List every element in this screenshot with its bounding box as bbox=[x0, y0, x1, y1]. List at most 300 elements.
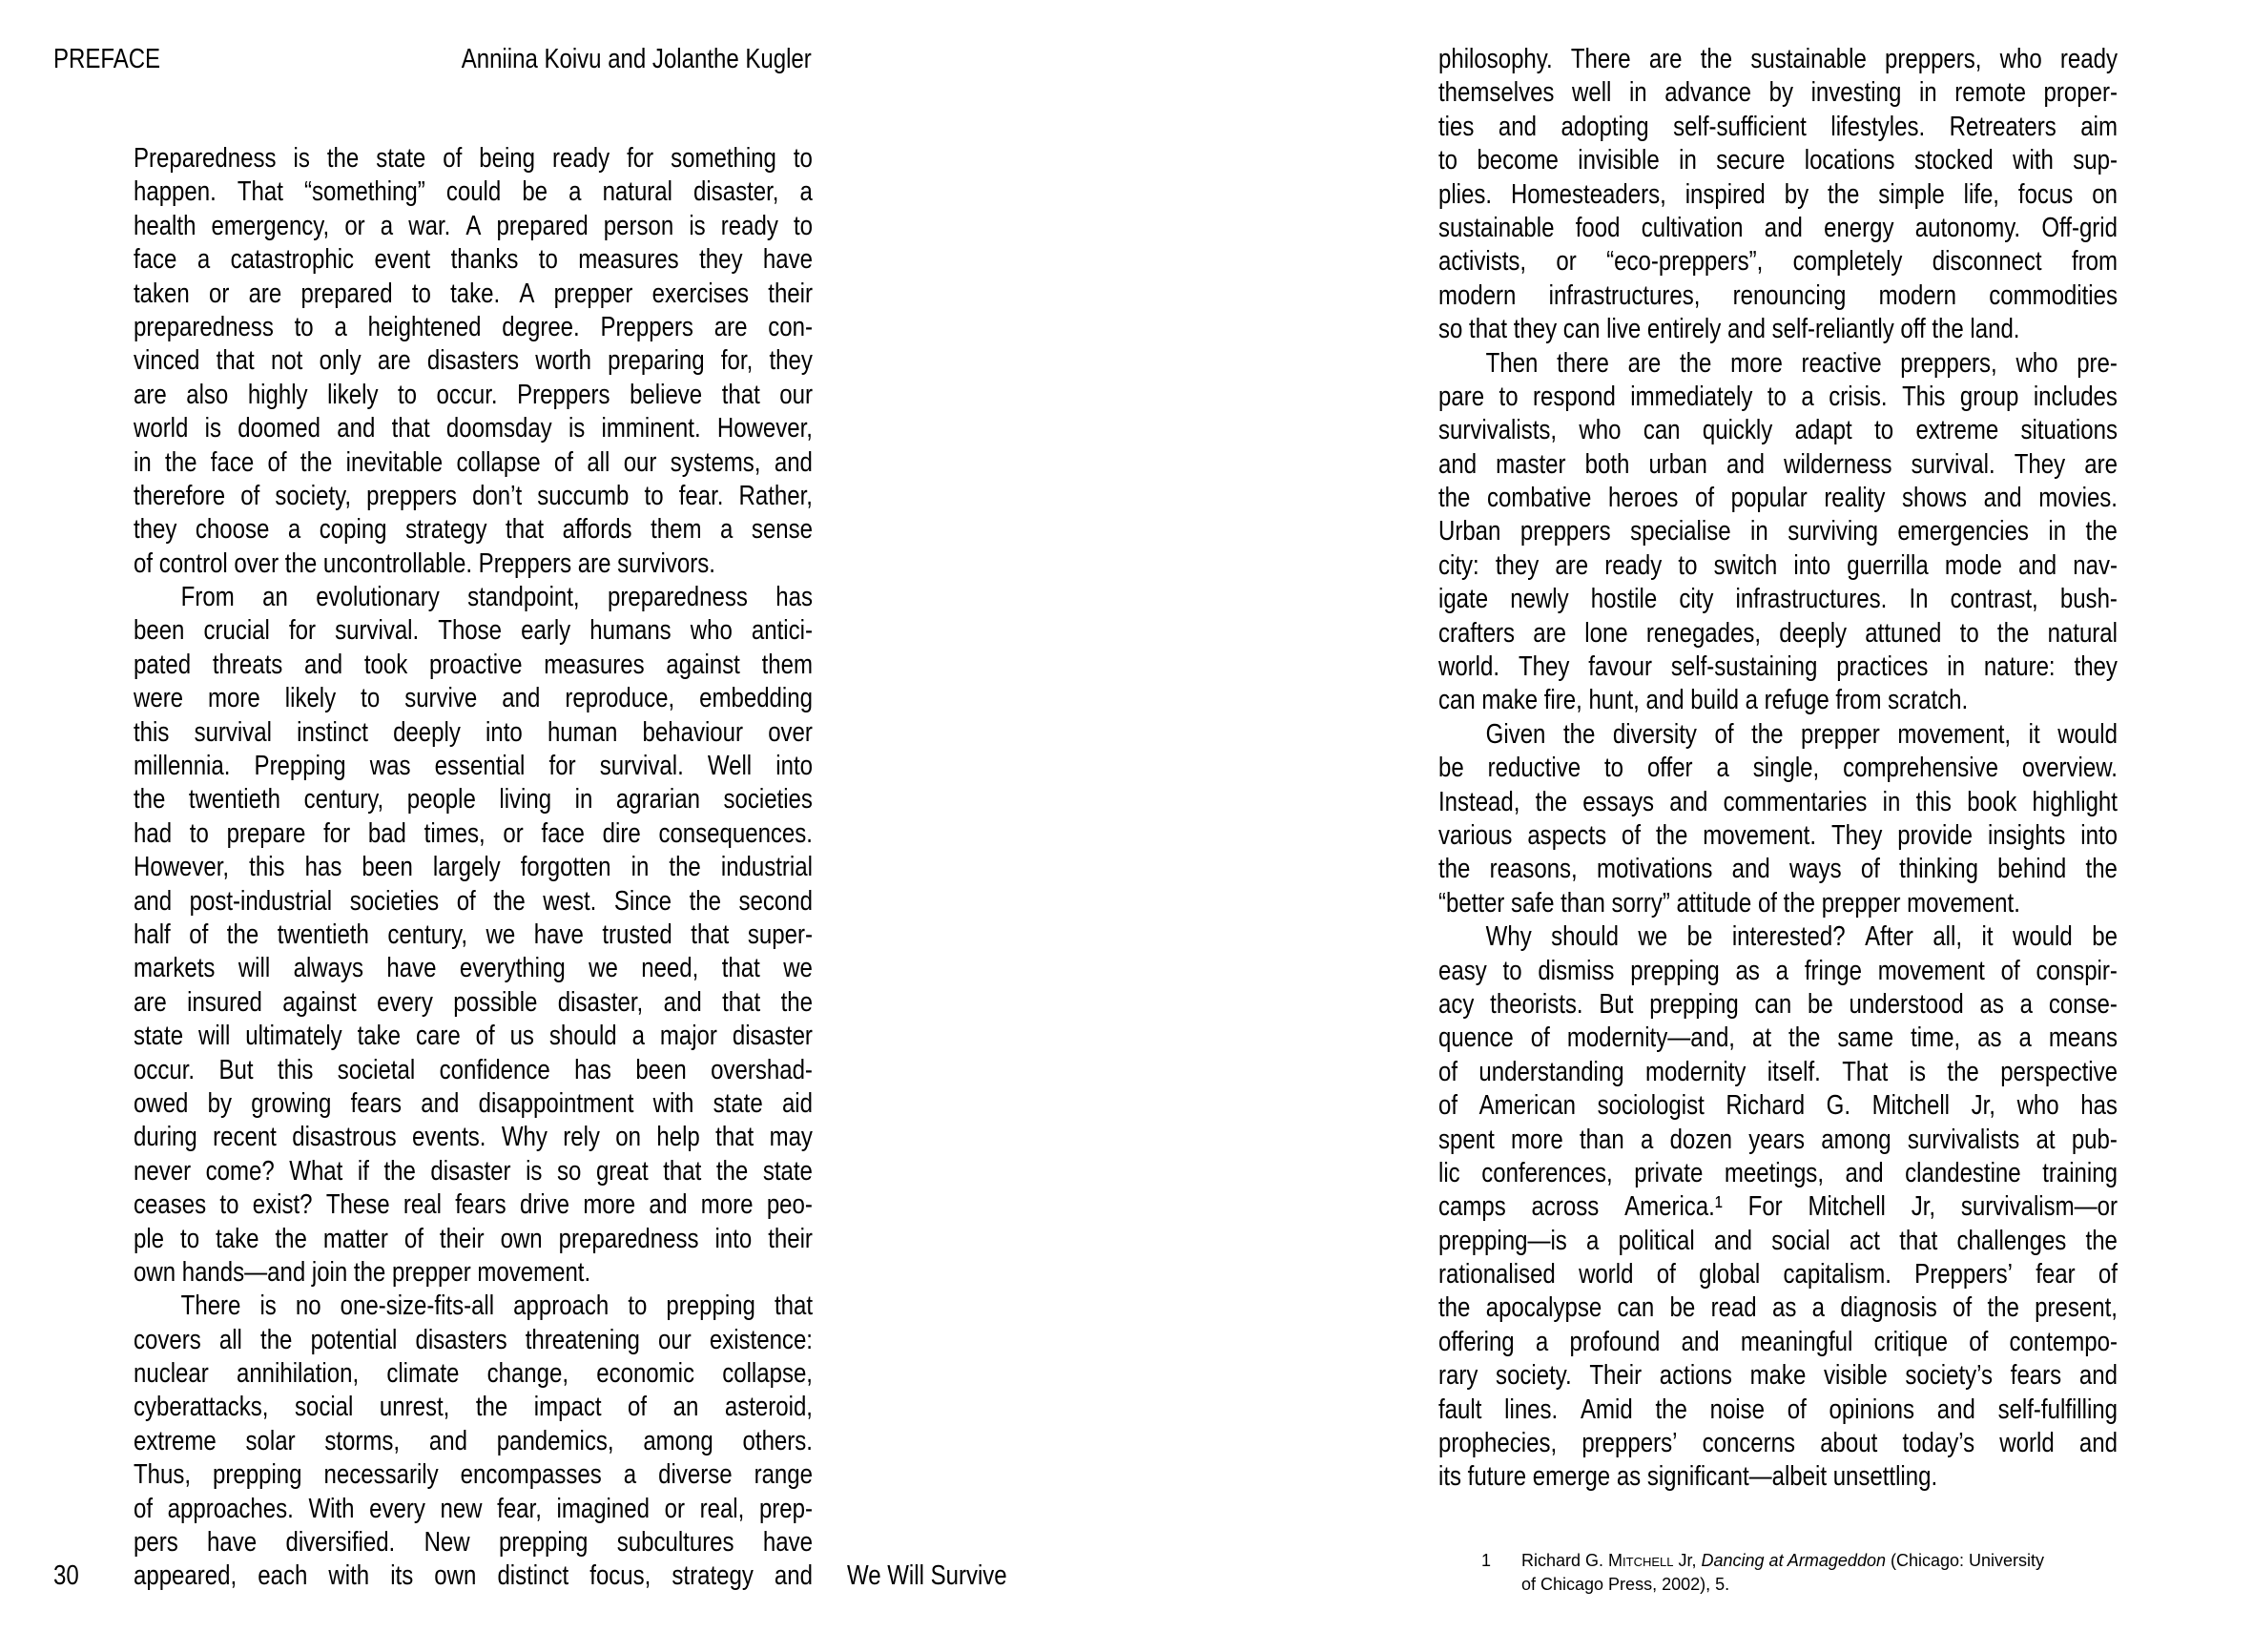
word: pandemics, bbox=[496, 1425, 614, 1456]
word: a bbox=[1586, 1225, 1600, 1256]
text-line bbox=[134, 885, 813, 919]
word: nature: bbox=[1983, 651, 2056, 683]
word: Preparedness bbox=[134, 143, 277, 174]
word: all bbox=[587, 446, 610, 478]
word: well bbox=[1572, 77, 1612, 109]
word: the bbox=[275, 1223, 307, 1254]
word: not bbox=[270, 345, 303, 377]
word: preparing bbox=[608, 345, 705, 377]
word: as bbox=[1735, 955, 1760, 986]
word: measures bbox=[544, 649, 645, 680]
text-line bbox=[134, 278, 813, 311]
text-line bbox=[134, 1188, 813, 1222]
word: the bbox=[669, 852, 701, 883]
word: it bbox=[2028, 718, 2040, 750]
word: inspired bbox=[1685, 178, 1766, 210]
word: With bbox=[308, 1493, 355, 1524]
word: autonomy. bbox=[1914, 212, 2021, 243]
word: own bbox=[434, 1560, 477, 1592]
word: and bbox=[1845, 1157, 1884, 1188]
word: would bbox=[2012, 921, 2073, 953]
word: prepping bbox=[498, 1527, 589, 1559]
word: Homesteaders, bbox=[1510, 178, 1666, 210]
word: that bbox=[663, 1155, 702, 1187]
word: However, bbox=[716, 413, 813, 444]
word: from bbox=[2071, 246, 2118, 278]
word: against bbox=[666, 649, 740, 680]
word: disasters bbox=[426, 345, 519, 377]
word: more bbox=[1510, 1124, 1563, 1155]
word: believe bbox=[630, 379, 703, 410]
word: Instead, bbox=[1438, 786, 1520, 817]
word: cyberattacks, bbox=[134, 1392, 269, 1423]
text-line bbox=[134, 783, 813, 816]
word: sustainable bbox=[1438, 212, 1555, 243]
text-line bbox=[134, 1526, 813, 1559]
word: But bbox=[218, 1054, 254, 1085]
word: pare bbox=[1438, 381, 1485, 412]
word: modernity bbox=[1645, 1056, 1747, 1087]
word: activists, bbox=[1438, 246, 1527, 278]
word: ready bbox=[1604, 549, 1663, 581]
word: lone bbox=[1584, 617, 1628, 649]
word: of bbox=[1714, 718, 1734, 750]
left-column bbox=[134, 142, 813, 1594]
text-line bbox=[1438, 988, 2118, 1022]
word: A bbox=[465, 210, 482, 241]
word: confidence bbox=[439, 1054, 550, 1085]
word: come? bbox=[205, 1155, 275, 1187]
word: care bbox=[415, 1021, 461, 1052]
word: likely bbox=[327, 379, 379, 410]
word: In bbox=[1909, 584, 1929, 615]
word: societal bbox=[337, 1054, 416, 1085]
word: face bbox=[541, 817, 585, 849]
word: make bbox=[1749, 1360, 1807, 1392]
text-line bbox=[1438, 515, 2118, 548]
word: are bbox=[2084, 448, 2118, 480]
text-line bbox=[1438, 583, 2118, 616]
word: Why bbox=[501, 1122, 548, 1153]
word: been bbox=[635, 1054, 687, 1085]
word: con- bbox=[768, 311, 813, 342]
word: to bbox=[628, 1291, 648, 1322]
text-line bbox=[1438, 1326, 2118, 1359]
text-line bbox=[134, 142, 813, 176]
word: Retreaters bbox=[1949, 111, 2057, 142]
word: among bbox=[643, 1425, 713, 1456]
word: health bbox=[134, 210, 196, 241]
footnote-text bbox=[1521, 1549, 2118, 1597]
word: potential bbox=[310, 1324, 398, 1355]
text-line: its future emerge as significant—albeit unsettling. bbox=[1438, 1461, 1938, 1493]
word: we bbox=[1638, 921, 1668, 953]
word: global bbox=[1699, 1259, 1761, 1291]
word: society’s bbox=[1905, 1360, 1994, 1392]
word: as bbox=[1977, 1022, 2002, 1054]
word: by bbox=[1784, 178, 1809, 210]
word: challenges bbox=[1956, 1225, 2067, 1256]
word: theorists. bbox=[1490, 988, 1583, 1020]
word: state bbox=[376, 143, 426, 174]
word: trusted bbox=[602, 919, 672, 950]
word: quence bbox=[1438, 1022, 1514, 1054]
word: the bbox=[1751, 718, 1784, 750]
footnote-line bbox=[1521, 1573, 2118, 1597]
word: opinions bbox=[1829, 1394, 1914, 1425]
text-line bbox=[134, 682, 813, 715]
word: and bbox=[1936, 1394, 1975, 1425]
word: worth bbox=[535, 345, 591, 377]
word: subcultures bbox=[616, 1527, 734, 1559]
word: cultivation bbox=[1641, 212, 1744, 243]
word: half bbox=[134, 919, 171, 950]
text-line bbox=[134, 1155, 813, 1188]
word: has bbox=[304, 852, 342, 883]
word: and bbox=[1713, 1225, 1753, 1256]
word: to bbox=[1767, 381, 1787, 412]
word: the bbox=[715, 1155, 749, 1187]
word: of bbox=[1787, 1394, 1807, 1425]
word: highlight bbox=[2032, 786, 2118, 817]
word: there bbox=[1557, 347, 1609, 379]
word: Preppers bbox=[600, 311, 693, 342]
word: pub- bbox=[2071, 1124, 2118, 1155]
text-line bbox=[134, 581, 813, 614]
word: evolutionary bbox=[316, 582, 440, 613]
word: However, bbox=[134, 852, 230, 883]
word: behind bbox=[1997, 854, 2067, 885]
word: preparedness bbox=[608, 582, 748, 613]
word: for, bbox=[720, 345, 754, 377]
word: of bbox=[1438, 1090, 1458, 1122]
word: ultimately bbox=[245, 1021, 342, 1052]
word: wilderness bbox=[1784, 448, 1892, 480]
text-line bbox=[1438, 1394, 2118, 1427]
word: preppers’ bbox=[1581, 1428, 1678, 1459]
word: practices bbox=[1836, 651, 1929, 683]
word: the bbox=[165, 446, 197, 478]
word: movement. bbox=[1703, 819, 1817, 851]
word: have bbox=[762, 244, 813, 276]
word: of bbox=[403, 1223, 424, 1254]
word: of bbox=[553, 446, 573, 478]
word: fears bbox=[2010, 1360, 2062, 1392]
word: guerrilla bbox=[1847, 549, 1929, 581]
word: the bbox=[1947, 1056, 1979, 1087]
word: focus, bbox=[589, 1560, 651, 1592]
text-line bbox=[1438, 279, 2118, 313]
word: unrest, bbox=[379, 1392, 450, 1423]
word: and bbox=[649, 1189, 688, 1221]
word: apocalypse bbox=[1485, 1292, 1602, 1324]
word: into bbox=[1793, 549, 1831, 581]
word: the bbox=[1562, 718, 1596, 750]
word: more bbox=[208, 683, 260, 714]
word: who bbox=[2016, 1090, 2059, 1122]
word: city: bbox=[1438, 549, 1479, 581]
word: preparedness bbox=[558, 1223, 699, 1254]
word: of bbox=[1438, 1056, 1458, 1087]
word: that bbox=[721, 953, 760, 984]
word: prepping bbox=[1649, 988, 1739, 1020]
word: an bbox=[262, 582, 288, 613]
word: reasons, bbox=[1489, 854, 1578, 885]
word: choose bbox=[195, 514, 270, 546]
word: also bbox=[186, 379, 229, 410]
word: perspective bbox=[2000, 1056, 2118, 1087]
word: the bbox=[780, 986, 813, 1018]
word: situations bbox=[2020, 415, 2118, 446]
word: take bbox=[357, 1021, 402, 1052]
word: pers bbox=[134, 1527, 178, 1559]
word: surviving bbox=[1788, 516, 1878, 547]
text-line bbox=[1438, 448, 2118, 482]
word: for bbox=[323, 817, 351, 849]
word: our bbox=[779, 379, 813, 410]
word: survival. bbox=[335, 615, 420, 647]
word: war. bbox=[408, 210, 451, 241]
word: the bbox=[2085, 1225, 2118, 1256]
word: with bbox=[328, 1560, 370, 1592]
word: sociologist bbox=[1597, 1090, 1705, 1122]
word: into bbox=[775, 751, 813, 782]
word: prepared bbox=[300, 278, 393, 309]
word: who bbox=[690, 615, 733, 647]
word: Prepping bbox=[254, 751, 346, 782]
word: are bbox=[1648, 44, 1683, 74]
word: post-industrial bbox=[189, 885, 333, 917]
footnote-line bbox=[1521, 1549, 2118, 1573]
word: fear bbox=[2036, 1259, 2076, 1291]
word: That bbox=[237, 176, 283, 208]
word: industrial bbox=[720, 852, 813, 883]
word: help bbox=[656, 1122, 700, 1153]
text-line bbox=[1438, 76, 2118, 110]
text-line bbox=[1438, 1022, 2118, 1055]
word: real bbox=[403, 1189, 442, 1221]
text-line bbox=[1438, 1190, 2118, 1224]
word: a bbox=[623, 1459, 637, 1491]
text-line bbox=[1438, 853, 2118, 886]
word: impact bbox=[533, 1392, 602, 1423]
word: survival bbox=[194, 716, 272, 748]
footnote-part: Jr, bbox=[1673, 1551, 1702, 1570]
word: proactive bbox=[429, 649, 523, 680]
word: about bbox=[1820, 1428, 1878, 1459]
word: person bbox=[603, 210, 674, 241]
word: and bbox=[134, 885, 173, 917]
word: Their bbox=[1589, 1360, 1643, 1392]
word: energy bbox=[1824, 212, 1894, 243]
text-line bbox=[134, 716, 813, 750]
footnote-part: of Chicago Press, 2002), 5. bbox=[1521, 1575, 1730, 1594]
word: among bbox=[1821, 1124, 1891, 1155]
word: of bbox=[1695, 483, 1715, 514]
word: be bbox=[522, 176, 548, 208]
text-line bbox=[134, 1054, 813, 1087]
word: easy bbox=[1438, 955, 1487, 986]
word: fears bbox=[350, 1087, 403, 1119]
word: be bbox=[1686, 921, 1713, 953]
word: Jr, bbox=[1971, 1090, 1995, 1122]
text-line bbox=[134, 986, 813, 1020]
word: fringe bbox=[1804, 955, 1862, 986]
word: modernity—and, bbox=[1566, 1022, 1735, 1054]
word: should bbox=[548, 1021, 617, 1052]
word: preparedness bbox=[134, 311, 274, 342]
text-line bbox=[134, 176, 813, 209]
word: us bbox=[509, 1021, 534, 1052]
word: disastrous bbox=[292, 1122, 397, 1153]
word: who bbox=[1579, 415, 1622, 446]
word: heightened bbox=[367, 311, 482, 342]
word: for bbox=[289, 615, 317, 647]
word: concerns bbox=[1702, 1428, 1796, 1459]
word: than bbox=[1579, 1124, 1624, 1155]
page-header bbox=[53, 43, 812, 76]
word: can bbox=[1643, 415, 1681, 446]
word: at bbox=[1751, 1022, 1772, 1054]
word: Mitchell bbox=[1808, 1191, 1886, 1223]
word: been bbox=[362, 852, 413, 883]
word: master bbox=[1496, 448, 1566, 480]
word: commodities bbox=[1989, 279, 2118, 311]
word: this bbox=[134, 716, 170, 748]
word: a bbox=[1640, 1124, 1654, 1155]
word: and bbox=[337, 413, 376, 444]
text-line: own hands—and join the prepper movement. bbox=[134, 1256, 591, 1288]
word: conferences, bbox=[1481, 1157, 1613, 1188]
word: on bbox=[2092, 178, 2118, 210]
word: Urban bbox=[1438, 516, 1501, 547]
footnote-part: (Chicago: University bbox=[1885, 1551, 2045, 1570]
word: Then bbox=[1485, 347, 1539, 379]
word: commentaries bbox=[1723, 786, 1868, 817]
text-line bbox=[1438, 819, 2118, 853]
word: necessarily bbox=[323, 1459, 439, 1491]
text-line bbox=[1438, 549, 2118, 583]
word: Those bbox=[438, 615, 503, 647]
word: should bbox=[1551, 921, 1619, 953]
word: real, bbox=[699, 1493, 745, 1524]
word: by bbox=[1768, 77, 1793, 109]
word: we bbox=[486, 919, 516, 950]
word: interested? bbox=[1731, 921, 1846, 953]
word: take bbox=[216, 1223, 259, 1254]
word: sustainable bbox=[1750, 44, 1867, 74]
word: lic bbox=[1438, 1157, 1460, 1188]
word: asteroid, bbox=[724, 1392, 813, 1423]
word: occur. bbox=[436, 379, 498, 410]
word: to bbox=[644, 480, 664, 511]
word: being bbox=[479, 143, 536, 174]
word: always bbox=[293, 953, 363, 984]
word: and bbox=[1764, 212, 1803, 243]
word: adapt bbox=[1794, 415, 1852, 446]
word: society, bbox=[275, 480, 352, 511]
word: be bbox=[1808, 988, 1833, 1020]
word: and bbox=[663, 986, 702, 1018]
word: survive bbox=[404, 683, 478, 714]
word: markets bbox=[134, 953, 216, 984]
word: popular bbox=[1730, 483, 1808, 514]
word: clandestine bbox=[1905, 1157, 2021, 1188]
word: nuclear bbox=[134, 1358, 209, 1390]
word: on bbox=[615, 1122, 642, 1153]
word: to bbox=[793, 143, 813, 174]
word: in bbox=[1918, 77, 1937, 109]
word: who bbox=[1999, 44, 2042, 74]
word: annihilation, bbox=[236, 1358, 360, 1390]
text-line bbox=[1438, 1124, 2118, 1157]
word: the bbox=[475, 1392, 508, 1423]
word: rely bbox=[563, 1122, 600, 1153]
word: living bbox=[499, 784, 552, 816]
word: disaster bbox=[732, 1021, 813, 1052]
text-line bbox=[134, 1493, 813, 1526]
word: Well bbox=[707, 751, 753, 782]
text-line bbox=[134, 614, 813, 648]
word: acy bbox=[1438, 988, 1475, 1020]
word: of bbox=[628, 1392, 648, 1423]
word: to bbox=[294, 311, 314, 342]
word: Amid bbox=[1580, 1394, 1633, 1425]
text-line: of control over the uncontrollable. Preppers are survivors. bbox=[134, 547, 715, 579]
word: be bbox=[1669, 1292, 1696, 1324]
word: G. bbox=[1826, 1090, 1851, 1122]
word: systems, bbox=[670, 446, 761, 478]
word: of bbox=[1530, 1022, 1550, 1054]
word: that bbox=[722, 986, 761, 1018]
text-line: “better safe than sorry” attitude of the prepper movement. bbox=[1438, 887, 2020, 919]
text-line bbox=[134, 952, 813, 985]
word: and bbox=[1681, 1326, 1720, 1357]
word: themselves bbox=[1438, 77, 1555, 109]
word: are bbox=[248, 278, 282, 309]
word: sense bbox=[751, 514, 813, 546]
word: meetings, bbox=[1724, 1157, 1824, 1188]
word: movement bbox=[1877, 955, 1985, 986]
word: others. bbox=[742, 1425, 813, 1456]
word: have bbox=[386, 953, 437, 984]
word: investing bbox=[1810, 77, 1902, 109]
word: happen. bbox=[134, 176, 217, 208]
word: the bbox=[1655, 819, 1688, 851]
word: in bbox=[1750, 516, 1768, 547]
word: are bbox=[1555, 549, 1589, 581]
word: nav- bbox=[2073, 549, 2118, 581]
word: of bbox=[240, 480, 260, 511]
word: and bbox=[1726, 448, 1766, 480]
word: are bbox=[713, 311, 748, 342]
word: is bbox=[568, 413, 586, 444]
word: and bbox=[1498, 111, 1537, 142]
word: during bbox=[134, 1122, 197, 1153]
word: understanding bbox=[1478, 1056, 1624, 1087]
word: philosophy. bbox=[1438, 44, 1553, 74]
text-line bbox=[1438, 1157, 2118, 1190]
word: peo- bbox=[766, 1189, 813, 1221]
word: This bbox=[1902, 381, 1946, 412]
word: the bbox=[1700, 44, 1733, 74]
text-line bbox=[1438, 617, 2118, 650]
word: and bbox=[1669, 786, 1708, 817]
word: doomsday bbox=[445, 413, 552, 444]
word: that bbox=[1899, 1225, 1938, 1256]
word: has bbox=[775, 582, 813, 613]
word: motivations bbox=[1596, 854, 1713, 885]
